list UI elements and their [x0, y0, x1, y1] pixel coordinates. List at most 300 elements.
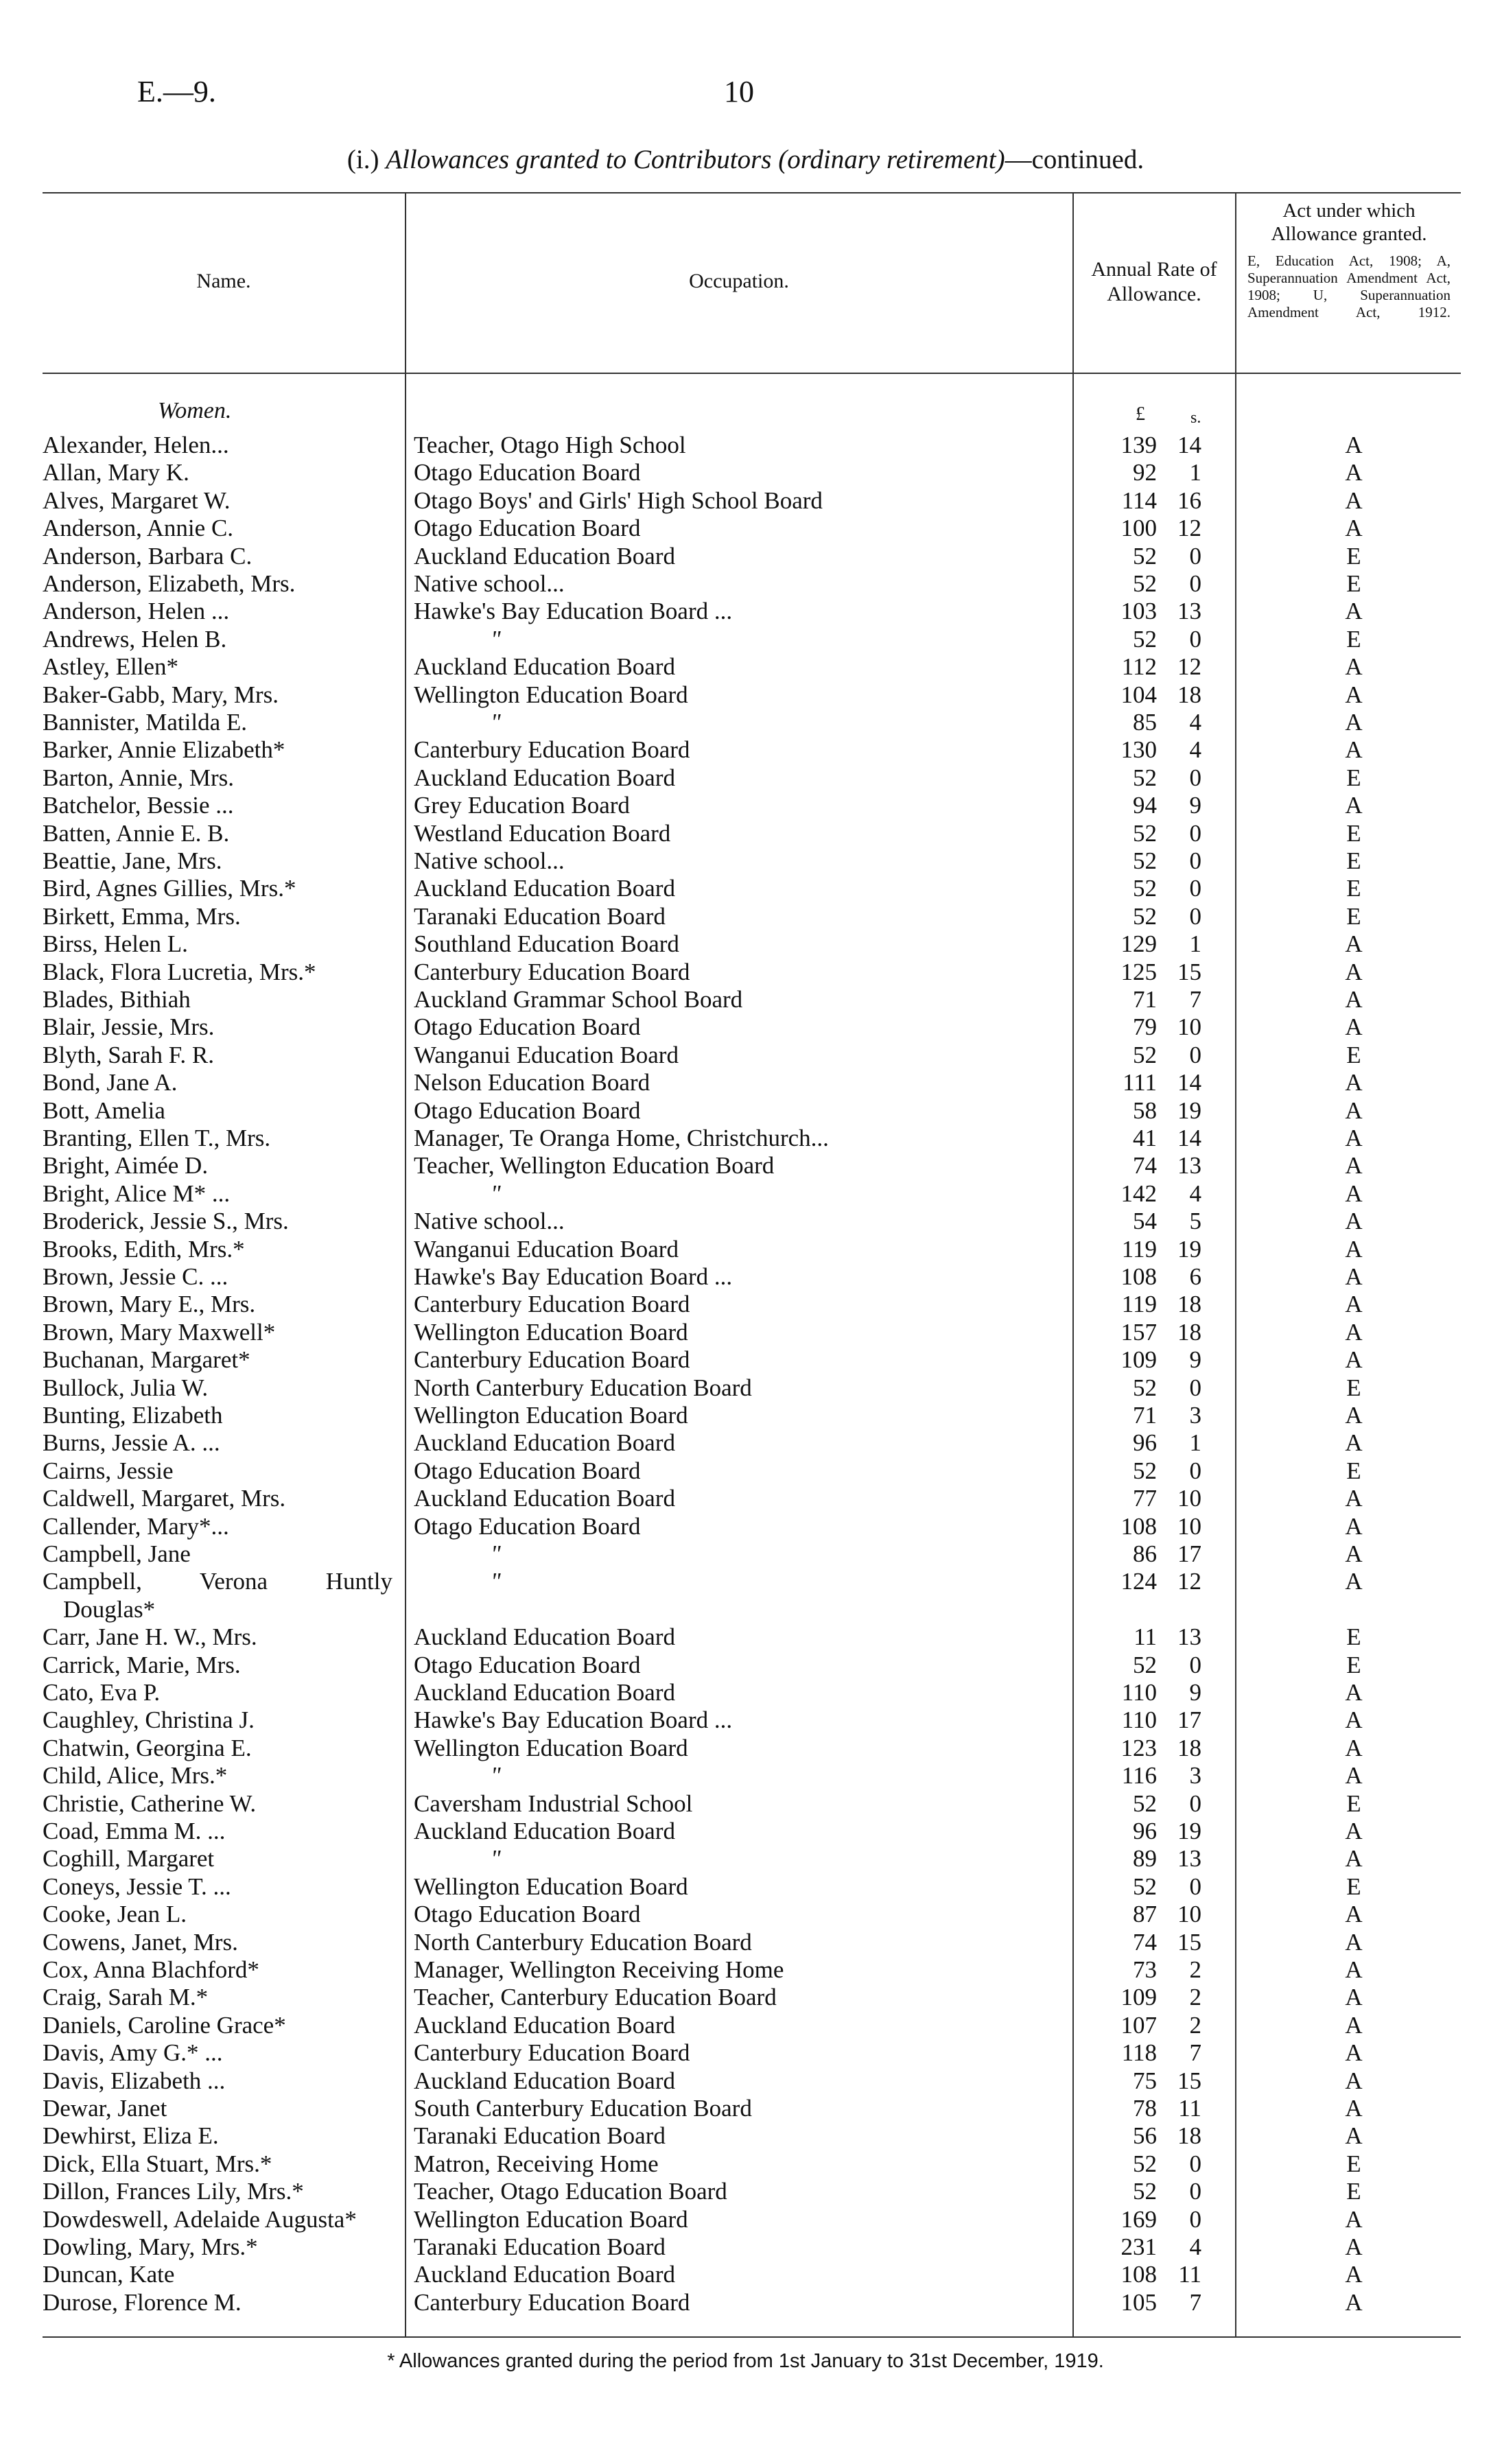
act-code: E [1346, 2150, 1361, 2177]
occupation: Manager, Wellington Receiving Home [414, 1956, 784, 1983]
table-row [0, 1457, 1491, 1485]
act-code: E [1346, 1790, 1361, 1817]
table-row [0, 1068, 1491, 1096]
caption-prefix: (i.) [347, 145, 386, 174]
act-code: A [1345, 1263, 1363, 1290]
allowance-pounds: 75 [1133, 2067, 1157, 2094]
contributor-name: Branting, Ellen T., Mrs. [43, 1125, 271, 1151]
allowance-pounds: 58 [1133, 1096, 1157, 1124]
occupation: Teacher, Otago Education Board [414, 2178, 727, 2205]
contributor-name: Cooke, Jean L. [43, 1901, 187, 1928]
occupation: Wellington Education Board [414, 1318, 688, 1346]
act-code: A [1345, 736, 1363, 764]
act-code: A [1345, 1402, 1363, 1429]
allowance-pounds: 112 [1121, 653, 1157, 681]
allowance-shillings: 4 [1189, 736, 1201, 764]
allowance-shillings: 17 [1177, 1706, 1201, 1734]
contributor-name: Brooks, Edith, Mrs.* [43, 1235, 245, 1263]
table-row [0, 2177, 1491, 2205]
table-row [0, 1151, 1491, 1180]
allowance-shillings: 0 [1189, 875, 1201, 902]
allowance-pounds: 52 [1133, 542, 1157, 570]
occupation: Wellington Education Board [414, 681, 688, 708]
occupation: Auckland Education Board [414, 1429, 676, 1457]
allowance-pounds: 52 [1133, 1873, 1157, 1900]
contributor-name: Allan, Mary K. [43, 459, 189, 486]
act-code: A [1345, 2288, 1363, 2316]
footnote: * Allowances granted during the period from 1st January to 31st December, 1919. [387, 2350, 1104, 2372]
contributor-name: Davis, Amy G.* ... [43, 2039, 223, 2067]
allowance-pounds: 114 [1121, 486, 1157, 514]
contributor-name: Bright, Aimée D. [43, 1152, 209, 1180]
act-code: A [1345, 2205, 1363, 2233]
allowance-pounds: 52 [1133, 1790, 1157, 1817]
occupation: Canterbury Education Board [414, 958, 690, 985]
contributor-name: Coneys, Jessie T. ... [43, 1873, 231, 1900]
allowance-shillings: 0 [1189, 847, 1201, 874]
allowance-pounds: 52 [1133, 1374, 1157, 1401]
table-row [0, 1180, 1491, 1208]
contributor-name: Caldwell, Margaret, Mrs. [43, 1485, 286, 1512]
allowance-pounds: 41 [1133, 1125, 1157, 1151]
table-row [0, 874, 1491, 902]
allowance-shillings: 13 [1177, 1623, 1201, 1651]
contributor-name: Bott, Amelia [43, 1096, 165, 1124]
contributor-name: Anderson, Annie C. [43, 515, 234, 542]
column-header-rate [1074, 257, 1234, 307]
table-row [0, 1318, 1491, 1346]
act-code: A [1345, 1235, 1363, 1263]
allowance-shillings: 10 [1177, 1512, 1201, 1540]
occupation: Auckland Education Board [414, 1485, 676, 1512]
allowance-pounds: 78 [1133, 2095, 1157, 2122]
act-code: A [1345, 1762, 1363, 1790]
allowance-pounds: 52 [1133, 902, 1157, 930]
act-code: A [1345, 432, 1363, 458]
allowance-shillings: 7 [1189, 986, 1201, 1013]
allowance-shillings: 10 [1177, 1901, 1201, 1928]
column-header-act-line2: Allowance granted. [1271, 223, 1427, 245]
allowance-pounds: 92 [1133, 459, 1157, 486]
occupation: Teacher, Otago High School [414, 432, 686, 458]
allowance-shillings: 15 [1177, 2067, 1201, 2094]
occupation: Wellington Education Board [414, 2205, 688, 2233]
allowance-pounds: 103 [1120, 598, 1157, 625]
occupation: Wanganui Education Board [414, 1041, 679, 1068]
allowance-shillings: 0 [1189, 542, 1201, 570]
table-row [0, 1706, 1491, 1734]
table-row [0, 764, 1491, 792]
act-code: E [1346, 1374, 1361, 1401]
table-row [0, 2067, 1491, 2095]
act-code: A [1345, 930, 1363, 958]
act-code: E [1346, 1041, 1361, 1068]
occupation: Hawke's Bay Education Board ... [414, 1263, 733, 1290]
table-row [0, 958, 1491, 986]
act-code: A [1345, 486, 1363, 514]
act-code: E [1346, 875, 1361, 902]
act-code: E [1346, 902, 1361, 930]
contributor-name: Andrews, Helen B. [43, 625, 227, 653]
contributor-name: Blair, Jessie, Mrs. [43, 1013, 215, 1041]
contributor-name: Burns, Jessie A. ... [43, 1429, 220, 1457]
act-code: A [1345, 1013, 1363, 1041]
occupation-ditto: " [491, 625, 501, 653]
table-row [0, 1096, 1491, 1125]
contributor-name: Black, Flora Lucretia, Mrs.* [43, 958, 316, 985]
allowance-pounds: 52 [1133, 819, 1157, 847]
occupation: Matron, Receiving Home [414, 2150, 659, 2177]
allowance-pounds: 52 [1133, 1651, 1157, 1678]
allowance-shillings: 4 [1189, 2233, 1201, 2260]
allowance-pounds: 108 [1120, 1263, 1157, 1290]
occupation-ditto: " [491, 1762, 501, 1790]
table-row-continuation [0, 1595, 1491, 1623]
column-header-name: Name. [196, 270, 251, 292]
allowance-pounds: 119 [1121, 1291, 1157, 1318]
allowance-shillings: 12 [1177, 1568, 1201, 1595]
contributor-name: Alves, Margaret W. [43, 486, 231, 514]
table-row [0, 625, 1491, 653]
occupation: Otago Education Board [414, 1651, 641, 1678]
allowance-shillings: 2 [1189, 1984, 1201, 2011]
table-row [0, 2205, 1491, 2233]
allowance-pounds: 11 [1134, 1623, 1157, 1651]
occupation: North Canterbury Education Board [414, 1928, 752, 1956]
act-code: A [1345, 1208, 1363, 1235]
occupation: North Canterbury Education Board [414, 1374, 752, 1401]
allowance-pounds: 52 [1133, 847, 1157, 874]
header-bottom-rule [43, 373, 1461, 374]
allowance-pounds: 119 [1121, 1235, 1157, 1263]
contributor-name: Buchanan, Margaret* [43, 1346, 250, 1374]
allowance-shillings: 7 [1189, 2039, 1201, 2067]
table-row [0, 1790, 1491, 1818]
allowance-pounds: 85 [1133, 709, 1157, 736]
allowance-pounds: 118 [1121, 2039, 1157, 2067]
table-row [0, 708, 1491, 736]
contributor-name: Campbell, Verona Huntly [43, 1568, 392, 1595]
allowance-pounds: 87 [1133, 1901, 1157, 1928]
unit-shillings: s. [1190, 409, 1201, 427]
table-row [0, 1651, 1491, 1679]
allowance-shillings: 5 [1189, 1208, 1201, 1235]
table-row [0, 930, 1491, 958]
contributor-name: Bunting, Elizabeth [43, 1402, 223, 1429]
occupation: Taranaki Education Board [414, 2233, 666, 2260]
allowance-pounds: 71 [1133, 986, 1157, 1013]
table-row [0, 597, 1491, 625]
table-row [0, 681, 1491, 709]
act-code: A [1345, 598, 1363, 625]
contributor-name: Batchelor, Bessie ... [43, 792, 234, 819]
table-caption [0, 144, 1491, 175]
allowance-shillings: 0 [1189, 2178, 1201, 2205]
occupation: Westland Education Board [414, 819, 671, 847]
table-row [0, 902, 1491, 930]
table-row [0, 1124, 1491, 1152]
allowance-pounds: 109 [1120, 1346, 1157, 1374]
act-code: E [1346, 2178, 1361, 2205]
allowance-pounds: 125 [1120, 958, 1157, 985]
occupation: Taranaki Education Board [414, 902, 666, 930]
column-header-rate-line2: Allowance. [1107, 283, 1201, 305]
contributor-name: Duncan, Kate [43, 2261, 175, 2288]
table-row [0, 1623, 1491, 1651]
occupation: Nelson Education Board [414, 1069, 650, 1096]
allowance-pounds: 157 [1120, 1318, 1157, 1346]
contributor-name: Astley, Ellen* [43, 653, 178, 681]
act-code: E [1346, 570, 1361, 597]
act-code: A [1345, 1096, 1363, 1124]
act-code: A [1345, 1180, 1363, 1207]
table-row [0, 1263, 1491, 1291]
act-code: A [1345, 1485, 1363, 1512]
allowance-shillings: 7 [1189, 2288, 1201, 2316]
table-row [0, 1429, 1491, 1457]
allowance-pounds: 86 [1133, 1540, 1157, 1567]
table-row [0, 2150, 1491, 2178]
act-code: A [1345, 1291, 1363, 1318]
act-code: A [1345, 653, 1363, 681]
allowance-shillings: 17 [1177, 1540, 1201, 1567]
allowance-shillings: 14 [1177, 1125, 1201, 1151]
act-code: A [1345, 1125, 1363, 1151]
table-row [0, 514, 1491, 542]
allowance-pounds: 139 [1120, 432, 1157, 458]
occupation: Native school... [414, 570, 565, 597]
act-code: A [1345, 1901, 1363, 1928]
allowance-shillings: 0 [1189, 570, 1201, 597]
contributor-name: Chatwin, Georgina E. [43, 1734, 252, 1761]
act-code: E [1346, 1651, 1361, 1678]
act-code: A [1345, 709, 1363, 736]
table-row [0, 653, 1491, 681]
occupation: Otago Education Board [414, 1013, 641, 1041]
allowance-shillings: 18 [1177, 1291, 1201, 1318]
table-row [0, 542, 1491, 570]
allowance-shillings: 15 [1177, 1928, 1201, 1956]
table-row [0, 2011, 1491, 2039]
allowance-pounds: 108 [1120, 1512, 1157, 1540]
table-row [0, 1817, 1491, 1845]
contributor-name: Blades, Bithiah [43, 986, 191, 1013]
contributor-name: Cowens, Janet, Mrs. [43, 1928, 238, 1956]
act-code: A [1345, 1568, 1363, 1595]
occupation: Wellington Education Board [414, 1873, 688, 1900]
act-code: A [1345, 515, 1363, 542]
table-row [0, 1928, 1491, 1956]
allowance-pounds: 52 [1133, 2178, 1157, 2205]
occupation: Otago Education Board [414, 515, 641, 542]
occupation: Canterbury Education Board [414, 2039, 690, 2067]
allowance-pounds: 52 [1133, 2150, 1157, 2177]
act-code: A [1345, 1845, 1363, 1873]
table-row [0, 570, 1491, 598]
act-code: A [1345, 1346, 1363, 1374]
table-row [0, 1401, 1491, 1429]
allowance-pounds: 108 [1120, 2261, 1157, 2288]
contributor-name: Birkett, Emma, Mrs. [43, 902, 241, 930]
contributor-name: Anderson, Barbara C. [43, 542, 253, 570]
occupation: Auckland Education Board [414, 1623, 676, 1651]
occupation-ditto: " [491, 1568, 501, 1595]
allowance-shillings: 1 [1189, 1429, 1201, 1457]
allowance-pounds: 94 [1133, 792, 1157, 819]
occupation: Teacher, Canterbury Education Board [414, 1984, 777, 2011]
act-code: A [1345, 2122, 1363, 2150]
allowance-shillings: 12 [1177, 515, 1201, 542]
act-code: A [1345, 1512, 1363, 1540]
allowance-shillings: 1 [1189, 930, 1201, 958]
allowance-pounds: 74 [1133, 1152, 1157, 1180]
table-row [0, 985, 1491, 1013]
contributor-name: Cox, Anna Blachford* [43, 1956, 259, 1983]
contributor-name: Baker-Gabb, Mary, Mrs. [43, 681, 279, 708]
contributor-name: Daniels, Caroline Grace* [43, 2011, 286, 2039]
occupation: Auckland Education Board [414, 2011, 676, 2039]
act-code: A [1345, 1956, 1363, 1983]
occupation: Auckland Education Board [414, 653, 676, 681]
occupation: Otago Education Board [414, 1901, 641, 1928]
occupation: Otago Education Board [414, 1512, 641, 1540]
contributor-name: Durose, Florence M. [43, 2288, 242, 2316]
table-row [0, 1761, 1491, 1790]
allowance-shillings: 13 [1177, 1845, 1201, 1873]
allowance-shillings: 18 [1177, 2122, 1201, 2150]
allowance-pounds: 169 [1120, 2205, 1157, 2233]
allowance-pounds: 130 [1120, 736, 1157, 764]
table-row [0, 1678, 1491, 1706]
act-code: E [1346, 819, 1361, 847]
allowance-pounds: 56 [1133, 2122, 1157, 2150]
allowance-pounds: 54 [1133, 1208, 1157, 1235]
section-label-women: Women. [158, 398, 232, 423]
contributor-name: Dick, Ella Stuart, Mrs.* [43, 2150, 272, 2177]
occupation: Auckland Education Board [414, 764, 676, 791]
act-code: A [1345, 1818, 1363, 1844]
allowance-shillings: 4 [1189, 709, 1201, 736]
table-row [0, 791, 1491, 819]
allowance-shillings: 0 [1189, 625, 1201, 653]
allowance-shillings: 3 [1189, 1762, 1201, 1790]
table-row [0, 847, 1491, 875]
allowance-shillings: 0 [1189, 1790, 1201, 1817]
contributor-name: Dewhirst, Eliza E. [43, 2122, 219, 2150]
contributor-name: Broderick, Jessie S., Mrs. [43, 1208, 289, 1235]
table-row [0, 1983, 1491, 2011]
allowance-shillings: 18 [1177, 1318, 1201, 1346]
table-row [0, 2260, 1491, 2288]
occupation-ditto: " [491, 709, 501, 736]
allowance-pounds: 52 [1133, 1041, 1157, 1068]
table-row [0, 1484, 1491, 1512]
table-row [0, 431, 1491, 459]
act-code: A [1345, 1928, 1363, 1956]
occupation: Native school... [414, 847, 565, 874]
table-row [0, 1873, 1491, 1901]
act-code: A [1345, 792, 1363, 819]
act-code: A [1345, 1429, 1363, 1457]
table-row [0, 736, 1491, 764]
act-code: E [1346, 1457, 1361, 1484]
occupation: Hawke's Bay Education Board ... [414, 1706, 733, 1734]
allowance-shillings: 19 [1177, 1818, 1201, 1844]
contributor-name: Dillon, Frances Lily, Mrs.* [43, 2178, 304, 2205]
occupation: Auckland Education Board [414, 542, 676, 570]
contributor-name: Child, Alice, Mrs.* [43, 1762, 228, 1790]
contributor-name: Birss, Helen L. [43, 930, 188, 958]
act-code: A [1345, 1679, 1363, 1706]
caption-title: Allowances granted to Contributors (ordinary retirement) [386, 145, 1005, 174]
occupation: Manager, Te Oranga Home, Christchurch... [414, 1125, 829, 1151]
occupation: Wellington Education Board [414, 1402, 688, 1429]
table-row [0, 1374, 1491, 1402]
act-code: A [1345, 1734, 1363, 1761]
occupation-ditto: " [491, 1540, 501, 1567]
allowance-pounds: 109 [1120, 1984, 1157, 2011]
act-code: A [1345, 1540, 1363, 1567]
allowance-shillings: 15 [1177, 958, 1201, 985]
act-code: A [1345, 958, 1363, 985]
table-bottom-rule [43, 2336, 1461, 2338]
occupation: Auckland Education Board [414, 2261, 676, 2288]
table-top-rule [43, 192, 1461, 193]
allowance-pounds: 100 [1120, 515, 1157, 542]
act-code: E [1346, 847, 1361, 874]
act-code: A [1345, 2067, 1363, 2094]
occupation: Canterbury Education Board [414, 1291, 690, 1318]
act-code: E [1346, 625, 1361, 653]
allowance-shillings: 0 [1189, 1374, 1201, 1401]
allowance-pounds: 52 [1133, 1457, 1157, 1484]
allowance-shillings: 11 [1178, 2095, 1201, 2122]
act-code: A [1345, 1069, 1363, 1096]
table-row [0, 1844, 1491, 1873]
act-code: E [1346, 1873, 1361, 1900]
allowance-shillings: 10 [1177, 1485, 1201, 1512]
allowance-shillings: 0 [1189, 1457, 1201, 1484]
allowance-pounds: 52 [1133, 764, 1157, 791]
allowance-shillings: 12 [1177, 653, 1201, 681]
contributor-name: Alexander, Helen... [43, 432, 229, 458]
contributor-name: Beattie, Jane, Mrs. [43, 847, 222, 874]
act-code: A [1345, 2039, 1363, 2067]
table-row [0, 1041, 1491, 1069]
allowance-pounds: 89 [1133, 1845, 1157, 1873]
allowance-shillings: 0 [1189, 1651, 1201, 1678]
allowance-shillings: 16 [1177, 486, 1201, 514]
table-row [0, 2233, 1491, 2261]
contributor-name: Campbell, Jane [43, 1540, 191, 1567]
contributor-name: Caughley, Christina J. [43, 1706, 255, 1734]
caption-suffix: —continued. [1005, 145, 1144, 174]
table-row [0, 486, 1491, 515]
contributor-name: Batten, Annie E. B. [43, 819, 230, 847]
contributor-name: Brown, Mary E., Mrs. [43, 1291, 256, 1318]
contributor-name: Cato, Eva P. [43, 1679, 161, 1706]
contributor-name: Christie, Catherine W. [43, 1790, 257, 1817]
contributor-name: Callender, Mary*... [43, 1512, 229, 1540]
allowance-shillings: 0 [1189, 764, 1201, 791]
contributor-name: Bird, Agnes Gillies, Mrs.* [43, 875, 296, 902]
occupation-ditto: " [491, 1180, 501, 1207]
table-row [0, 2288, 1491, 2316]
allowance-pounds: 96 [1133, 1818, 1157, 1844]
act-code: E [1346, 764, 1361, 791]
occupation: Otago Education Board [414, 1096, 641, 1124]
allowance-shillings: 2 [1189, 1956, 1201, 1983]
